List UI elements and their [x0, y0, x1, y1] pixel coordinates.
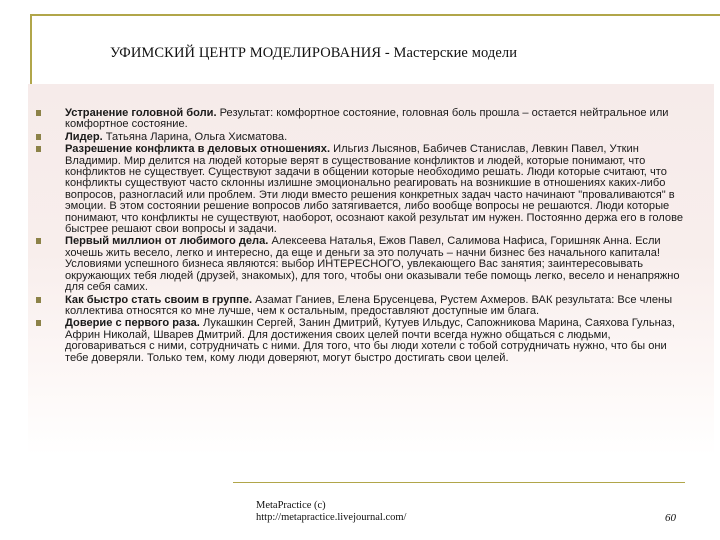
footer-credits — [256, 500, 406, 524]
square-bullet-icon — [36, 110, 41, 116]
list-item — [30, 236, 692, 293]
list-item — [30, 108, 692, 131]
item-heading: Первый миллион от любимого дела. — [65, 235, 269, 248]
square-bullet-icon — [36, 146, 41, 152]
page-title: УФИМСКИЙ ЦЕНТР МОДЕЛИРОВАНИЯ - Мастерские модели — [110, 45, 518, 61]
item-text: Ильгиз Лысянов, Бабичев Станислав, Левкин Павел, Уткин Владимир. Мир делится на людей которые верят в существование конфликтов и людей, которые понимают, что конфликтов не существует. Существуют задачи в общении которые необходимо решать. Люди которые считают, что конфликты существуют часто склонны излишне эмоционально реагировать на возникшие в отношениях каких-либо вопросов, разногласий или проблем. Эти люди вместо решения конкретных задач часто начинают "проваливаются" в эмоции. В этом состоянии решение вопросов либо затягивается, либо вообще вопросы не решаются. Люди которые понимают, что конфликты не существуют, наоборот, осознают какой результат им нужен. Постоянно держа его в голове быстрее решают свои вопросы и задачи. — [65, 143, 684, 236]
item-text: Результат: комфортное состояние, головная боль прошла – остается нейтральное или комфортное состояние. — [65, 107, 669, 131]
square-bullet-icon — [36, 238, 41, 244]
item-text: Азамат Ганиев, Елена Брусенцева, Рустем Ахмеров. ВАК результата: Все члены коллектива относятся ко мне лучше, чем к остальным, предоставляют доступные им блага. — [65, 293, 673, 317]
item-heading: Устранение головной боли. — [65, 107, 217, 119]
bullet-list — [30, 108, 692, 364]
item-heading: Разрешение конфликта в деловых отношениях. — [65, 143, 331, 156]
footer-rule — [233, 482, 685, 483]
item-text: Татьяна Ларина, Ольга Хисматова. — [102, 130, 288, 143]
item-heading: Как быстро стать своим в группе. — [65, 293, 253, 306]
list-item — [30, 132, 692, 143]
item-text: Алексеева Наталья, Ежов Павел, Салимова Нафиса, Горишняк Анна. Если хочешь жить весело, легко и интересно, да еще и деньги за это получать – начни бизнес без начального капитала! Условиями успешного бизнеса являются: выбор ИНТЕРЕСНОГО, увлекающего Вас занятия; заинтересовывать окружающих тебя людей (друзей, знакомых), для того, чтобы они оказывали тебе помощь легко, весело и ненапряжно для себя самих. — [65, 235, 680, 294]
square-bullet-icon — [36, 134, 41, 140]
item-text: Лукашкин Сергей, Занин Дмитрий, Кутуев Ильдус, Сапожникова Марина, Саяхова Гульназ, Африн Николай, Шварев Дмитрий. Для достижения своих целей почти всегда нужно общаться с людьми, договариваться с ними, сотрудничать с ними. Для того, что бы люди хотели с тобой сотрудничать нужно, что бы они тебе доверяли. Только тем, кому люди доверяют, могут быстро достигать свои целей. — [65, 317, 675, 364]
item-heading: Доверие с первого раза. — [65, 317, 200, 330]
page-number: 60 — [665, 512, 676, 524]
footer-url: http://metapractice.livejournal.com/ — [256, 512, 407, 523]
list-item — [30, 144, 692, 235]
footer-copyright: MetaPractice (c) — [256, 500, 326, 511]
square-bullet-icon — [36, 320, 41, 326]
item-heading: Лидер. — [65, 130, 103, 143]
header-rule-top — [30, 14, 720, 16]
header-rule-left — [30, 14, 32, 94]
list-item — [30, 295, 692, 318]
square-bullet-icon — [36, 297, 41, 303]
list-item — [30, 318, 692, 364]
